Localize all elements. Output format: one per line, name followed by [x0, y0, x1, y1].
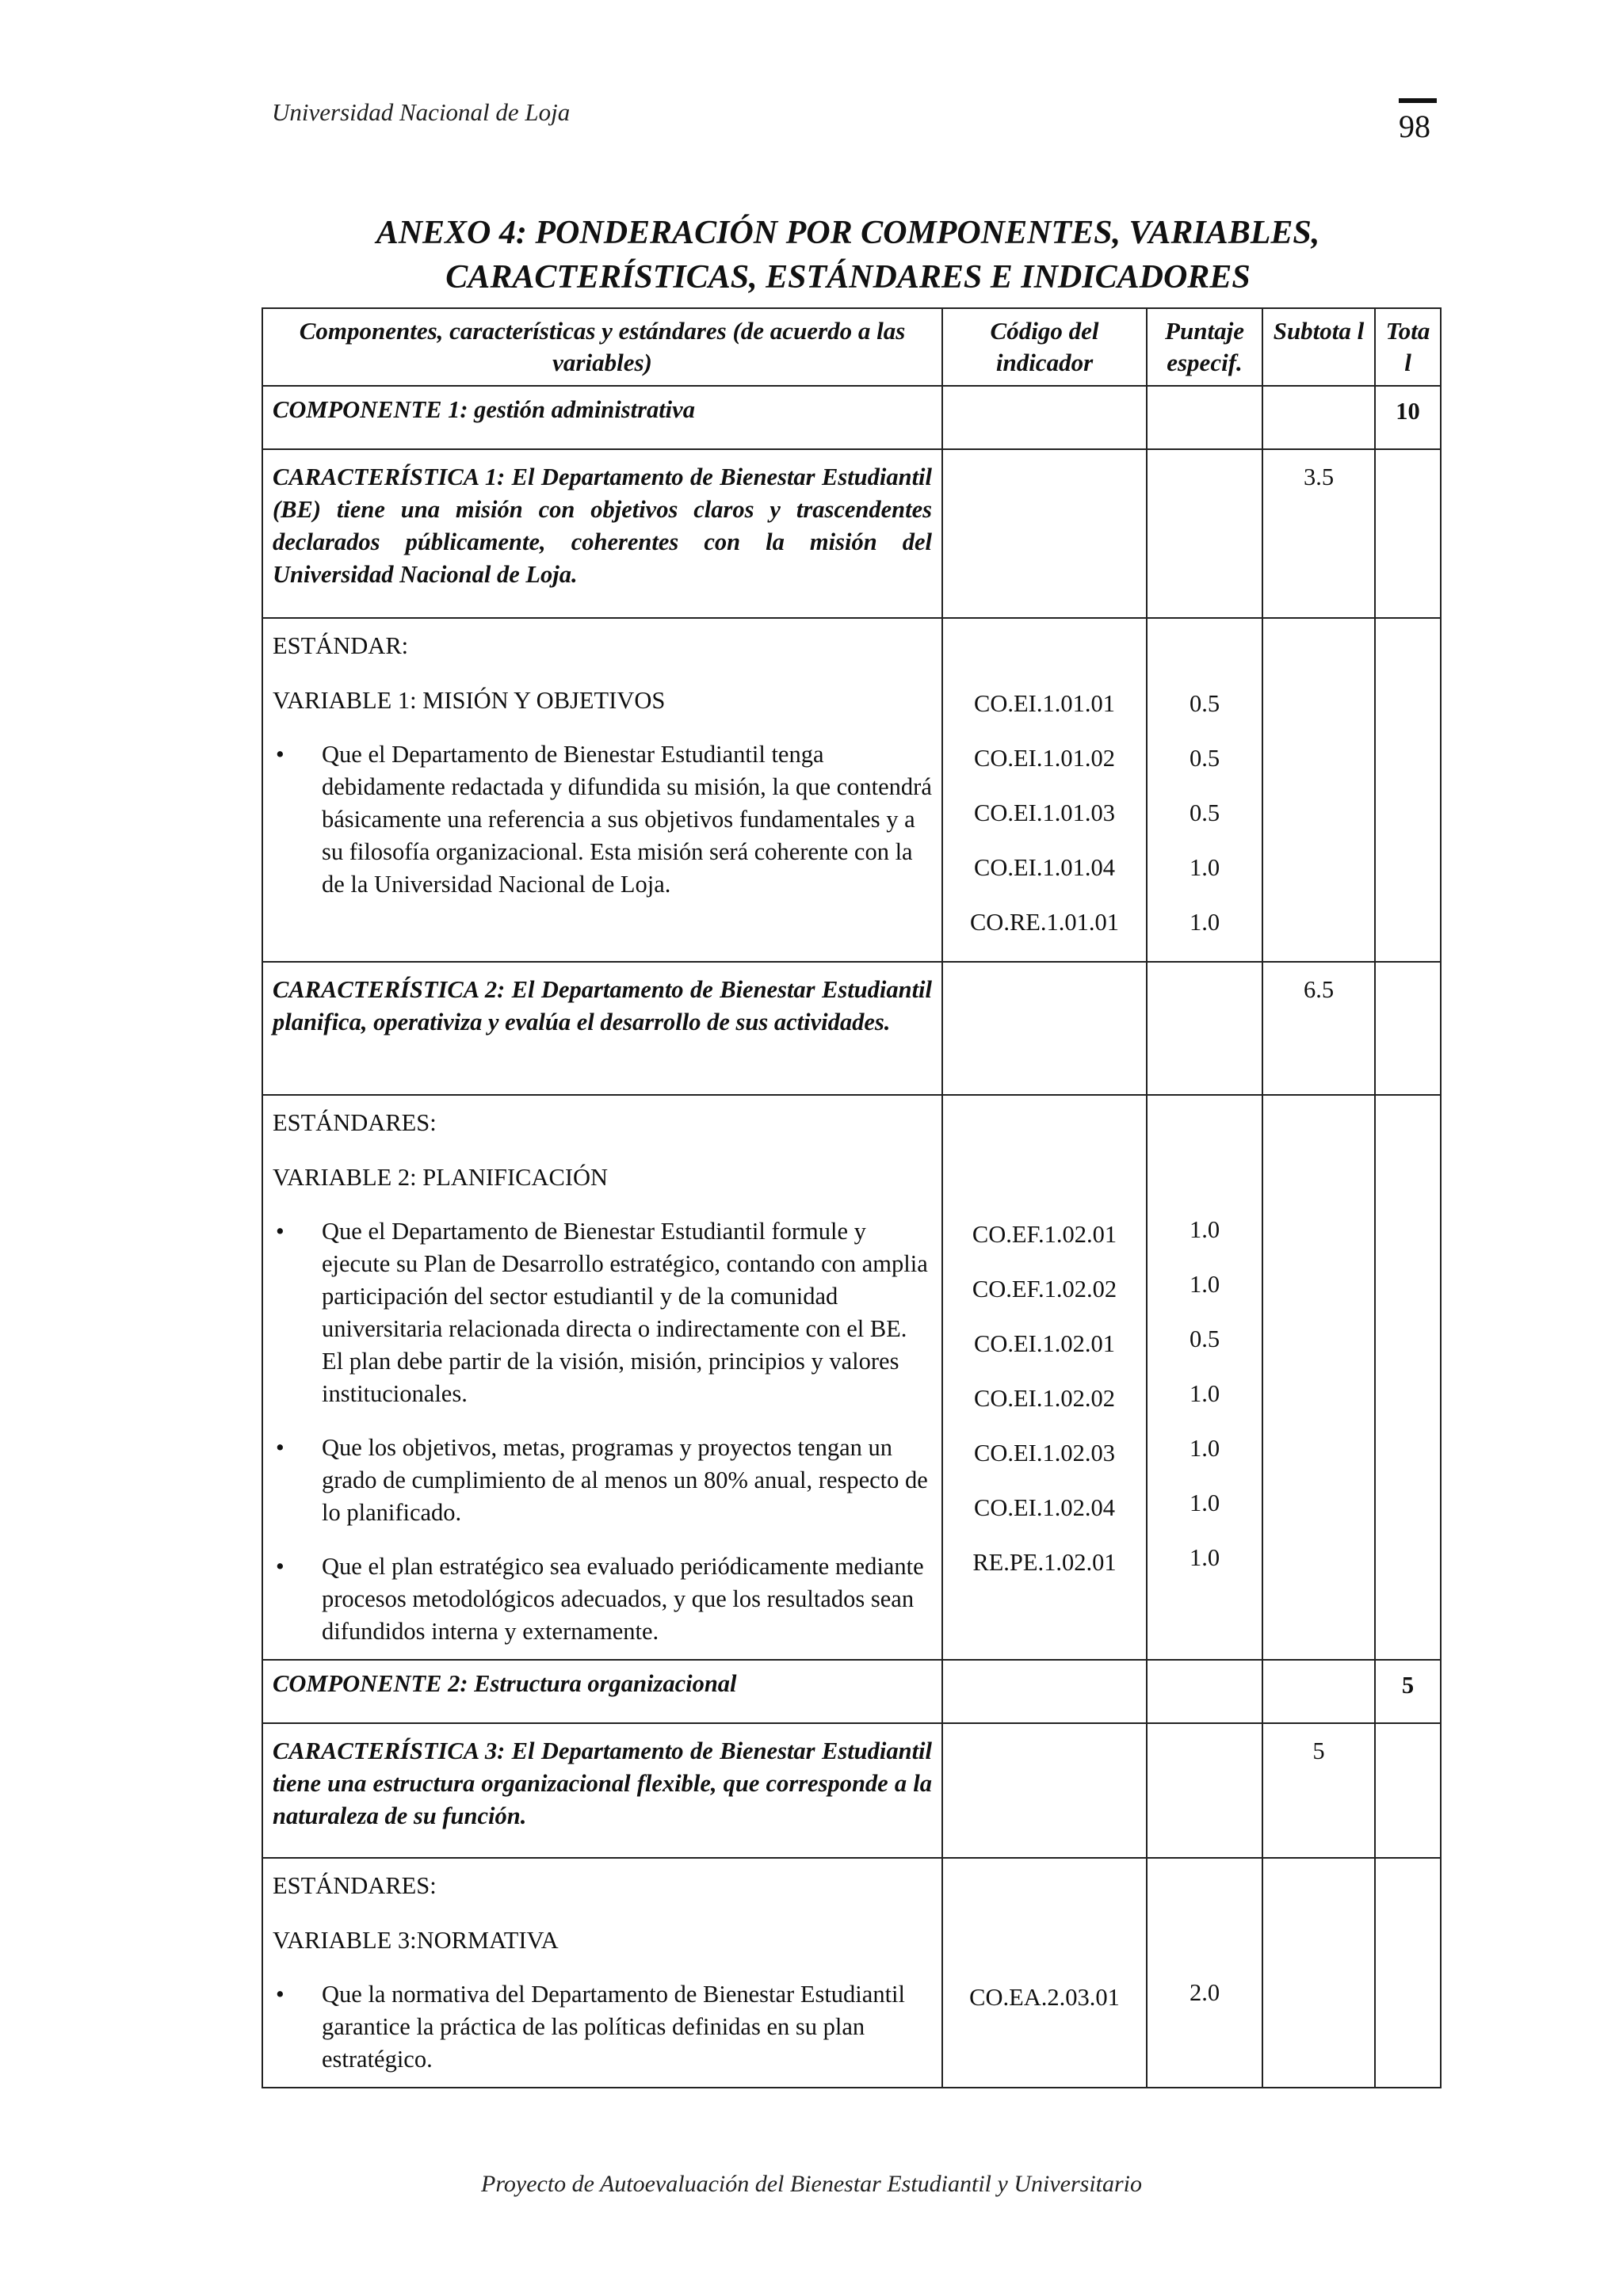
page-number: 98	[1399, 109, 1430, 144]
indicator-score: 1.0	[1189, 1271, 1220, 1298]
weighting-table	[262, 307, 1442, 2088]
standard-row	[262, 1858, 1441, 2088]
indicator-score: 1.0	[1189, 1435, 1220, 1462]
bullet-icon: •	[276, 1434, 285, 1461]
characteristic-row	[262, 962, 1441, 1095]
code-cell	[942, 618, 1147, 962]
standard-bullet	[273, 1978, 932, 2076]
indicator-code: CO.EI.1.01.01	[974, 690, 1115, 717]
indicator-score: 2.0	[1189, 1979, 1220, 2006]
standard-row	[262, 1095, 1441, 1660]
score-cell	[1147, 1095, 1262, 1660]
bullet-text: Que los objetivos, metas, programas y proyectos tengan un grado de cumplimiento de al menos un 80% anual, respecto de lo planificado.	[322, 1434, 928, 1526]
indicator-score: 1.0	[1189, 854, 1220, 881]
indicator-score: 1.0	[1189, 909, 1220, 936]
standard-cell	[262, 1095, 942, 1660]
characteristic-subtotal: 6.5	[1262, 962, 1375, 1095]
indicator-score: 1.0	[1189, 1544, 1220, 1571]
characteristic-label: CARACTERÍSTICA 2: El Departamento de Bienestar Estudiantil planifica, operativiza y evalúa el desarrollo de sus actividades.	[262, 962, 942, 1095]
indicator-code: CO.EI.1.02.02	[974, 1385, 1115, 1412]
indicator-code: CO.EI.1.01.04	[974, 854, 1115, 881]
title-line-1: ANEXO 4: PONDERACIÓN POR COMPONENTES, VARIABLES,	[376, 215, 1320, 251]
indicator-score: 0.5	[1189, 745, 1220, 772]
standard-row	[262, 618, 1441, 962]
bullet-icon: •	[276, 1553, 285, 1580]
component-row	[262, 386, 1441, 449]
standard-heading: ESTÁNDARES:	[273, 1872, 437, 1899]
component-total: 5	[1375, 1660, 1441, 1723]
indicator-score: 1.0	[1189, 1216, 1220, 1243]
indicator-code: CO.EI.1.02.04	[974, 1494, 1115, 1521]
standard-cell	[262, 1858, 942, 2088]
variable-heading: VARIABLE 3:NORMATIVA	[273, 1927, 559, 1954]
page-title	[262, 211, 1434, 299]
running-header: Universidad Nacional de Loja	[272, 98, 571, 126]
header-components: Componentes, características y estándares (de acuerdo a las variables)	[262, 308, 942, 386]
header-score: Puntaje especif.	[1147, 308, 1262, 386]
title-line-2: CARACTERÍSTICAS, ESTÁNDARES E INDICADORES	[445, 259, 1251, 296]
characteristic-row	[262, 449, 1441, 618]
component-label: COMPONENTE 1: gestión administrativa	[262, 386, 942, 449]
header-subtotal: Subtota l	[1262, 308, 1375, 386]
component-label: COMPONENTE 2: Estructura organizacional	[262, 1660, 942, 1723]
bullet-icon: •	[276, 741, 285, 768]
indicator-code: CO.EI.1.01.03	[974, 799, 1115, 826]
indicator-code: CO.EF.1.02.01	[972, 1221, 1117, 1248]
characteristic-label: CARACTERÍSTICA 1: El Departamento de Bienestar Estudiantil (BE) tiene una misión con objetivos claros y trascendentes declarados públicamente, coherentes con la misión del Universidad Nacional de Loja.	[262, 449, 942, 618]
indicator-code: CO.EA.2.03.01	[969, 1984, 1120, 2011]
indicator-score: 1.0	[1189, 1489, 1220, 1516]
variable-heading: VARIABLE 2: PLANIFICACIÓN	[273, 1164, 609, 1191]
standard-bullet	[273, 1550, 932, 1648]
bullet-text: Que la normativa del Departamento de Bienestar Estudiantil garantice la práctica de las políticas definidas en su plan estratégico.	[322, 1981, 905, 2073]
table-header-row	[262, 308, 1441, 386]
standard-heading: ESTÁNDAR:	[273, 632, 409, 659]
header-total: Tota l	[1375, 308, 1441, 386]
indicator-score: 0.5	[1189, 690, 1220, 717]
indicator-score: 0.5	[1189, 1325, 1220, 1352]
bullet-text: Que el plan estratégico sea evaluado periódicamente mediante procesos metodológicos adecuados, y que los resultados sean difundidos interna y externamente.	[322, 1553, 924, 1645]
indicator-score: 0.5	[1189, 799, 1220, 826]
standard-heading: ESTÁNDARES:	[273, 1109, 437, 1136]
indicator-code: CO.EI.1.02.03	[974, 1440, 1115, 1466]
code-cell	[942, 1095, 1147, 1660]
header-code: Código del indicador	[942, 308, 1147, 386]
component-total: 10	[1375, 386, 1441, 449]
indicator-code: CO.EI.1.01.02	[974, 745, 1115, 772]
standard-bullet	[273, 1215, 932, 1410]
indicator-code: CO.RE.1.01.01	[969, 909, 1120, 936]
bullet-icon: •	[276, 1218, 285, 1245]
characteristic-subtotal: 3.5	[1262, 449, 1375, 618]
standard-bullet	[273, 1432, 932, 1529]
standard-bullet	[273, 738, 932, 901]
indicator-code: RE.PE.1.02.01	[972, 1549, 1117, 1576]
bullet-icon: •	[276, 1981, 285, 2008]
score-cell	[1147, 1858, 1262, 2088]
indicator-code: CO.EF.1.02.02	[972, 1276, 1117, 1302]
score-cell	[1147, 618, 1262, 962]
standard-cell	[262, 618, 942, 962]
characteristic-row	[262, 1723, 1441, 1858]
characteristic-label: CARACTERÍSTICA 3: El Departamento de Bienestar Estudiantil tiene una estructura organizacional flexible, que corresponde a la naturaleza de su función.	[262, 1723, 942, 1858]
code-cell	[942, 1858, 1147, 2088]
bullet-text: Que el Departamento de Bienestar Estudiantil tenga debidamente redactada y difundida su misión, la que contendrá básicamente una referencia a sus objetivos fundamentales y a su filosofía organizacional. Esta misión será coherente con la de la Universidad Nacional de Loja.	[322, 741, 932, 898]
characteristic-subtotal: 5	[1262, 1723, 1375, 1858]
indicator-code: CO.EI.1.02.01	[974, 1330, 1115, 1357]
page-footer: Proyecto de Autoevaluación del Bienestar Estudiantil y Universitario	[481, 2171, 1142, 2197]
variable-heading: VARIABLE 1: MISIÓN Y OBJETIVOS	[273, 687, 666, 714]
indicator-score: 1.0	[1189, 1380, 1220, 1407]
component-row	[262, 1660, 1441, 1723]
bullet-text: Que el Departamento de Bienestar Estudiantil formule y ejecute su Plan de Desarrollo estratégico, contando con amplia participación del sector estudiantil y de la comunidad universitaria relacionada directa o indirectamente con el BE. El plan debe partir de la visión, misión, principios y valores institucionales.	[322, 1218, 928, 1407]
page-number-rule	[1399, 98, 1437, 103]
